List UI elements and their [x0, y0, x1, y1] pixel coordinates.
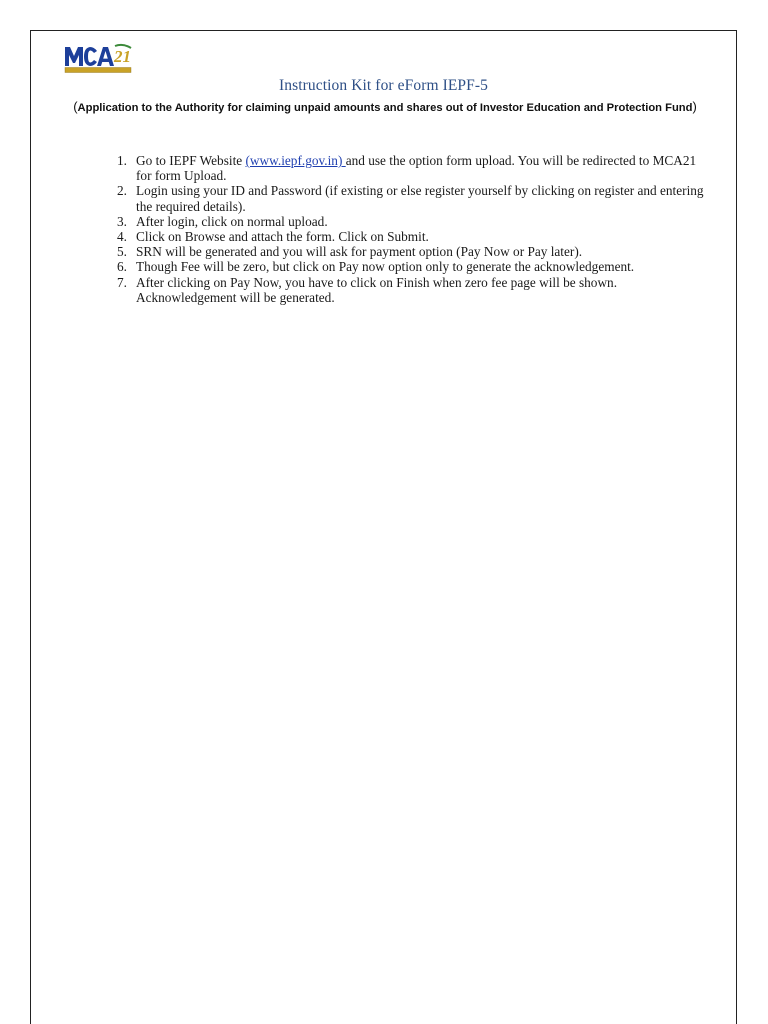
list-item-text: Though Fee will be zero, but click on Pay now option only to generate the acknowledgement. [136, 259, 635, 275]
list-item-number: 4. [117, 229, 127, 245]
iepf-website-link[interactable]: (www.iepf.gov.in) [245, 153, 346, 168]
instruction-list [113, 153, 713, 305]
list-item [113, 244, 713, 259]
list-item-number: 2. [117, 183, 127, 199]
list-item [113, 214, 713, 229]
list-item-text: After clicking on Pay Now, you have to click on Finish when zero fee page will be shown. Acknowledgement will be generated. [136, 274, 618, 305]
list-item [113, 275, 713, 305]
svg-text:21: 21 [114, 47, 131, 66]
subtitle-open-paren: ( [73, 99, 78, 114]
document-title: Instruction Kit for eForm IEPF-5 [279, 77, 488, 94]
list-item-number: 1. [117, 153, 127, 168]
subtitle-text: Application to the Authority for claiming unpaid amounts and shares out of Investor Education and Protection Fund [77, 102, 693, 114]
list-item-text: After login, click on normal upload. [136, 213, 328, 229]
mca21-logo-icon [63, 42, 133, 74]
document-subtitle [1, 99, 768, 114]
subtitle-close-paren: ) [692, 99, 697, 114]
list-item [113, 259, 713, 274]
list-item-text: and use the option form upload. You will be redirected to MCA21 for form Upload. [136, 153, 697, 184]
list-item [113, 229, 713, 244]
list-item-text: SRN will be generated and you will ask for payment option (Pay Now or Pay later). [136, 244, 583, 260]
list-item-number: 5. [117, 244, 127, 260]
list-item-text: Go to IEPF Website [136, 153, 246, 168]
list-item [113, 153, 713, 183]
list-item-text: Click on Browse and attach the form. Click on Submit. [136, 229, 429, 245]
list-item-text: Login using your ID and Password (if existing or else register yourself by clicking on register and entering the required details). [136, 183, 704, 214]
list-item-number: 6. [117, 259, 127, 275]
document-page [30, 30, 737, 1024]
list-item-number: 3. [117, 213, 127, 229]
list-item-number: 7. [117, 274, 127, 290]
list-item [113, 183, 713, 213]
